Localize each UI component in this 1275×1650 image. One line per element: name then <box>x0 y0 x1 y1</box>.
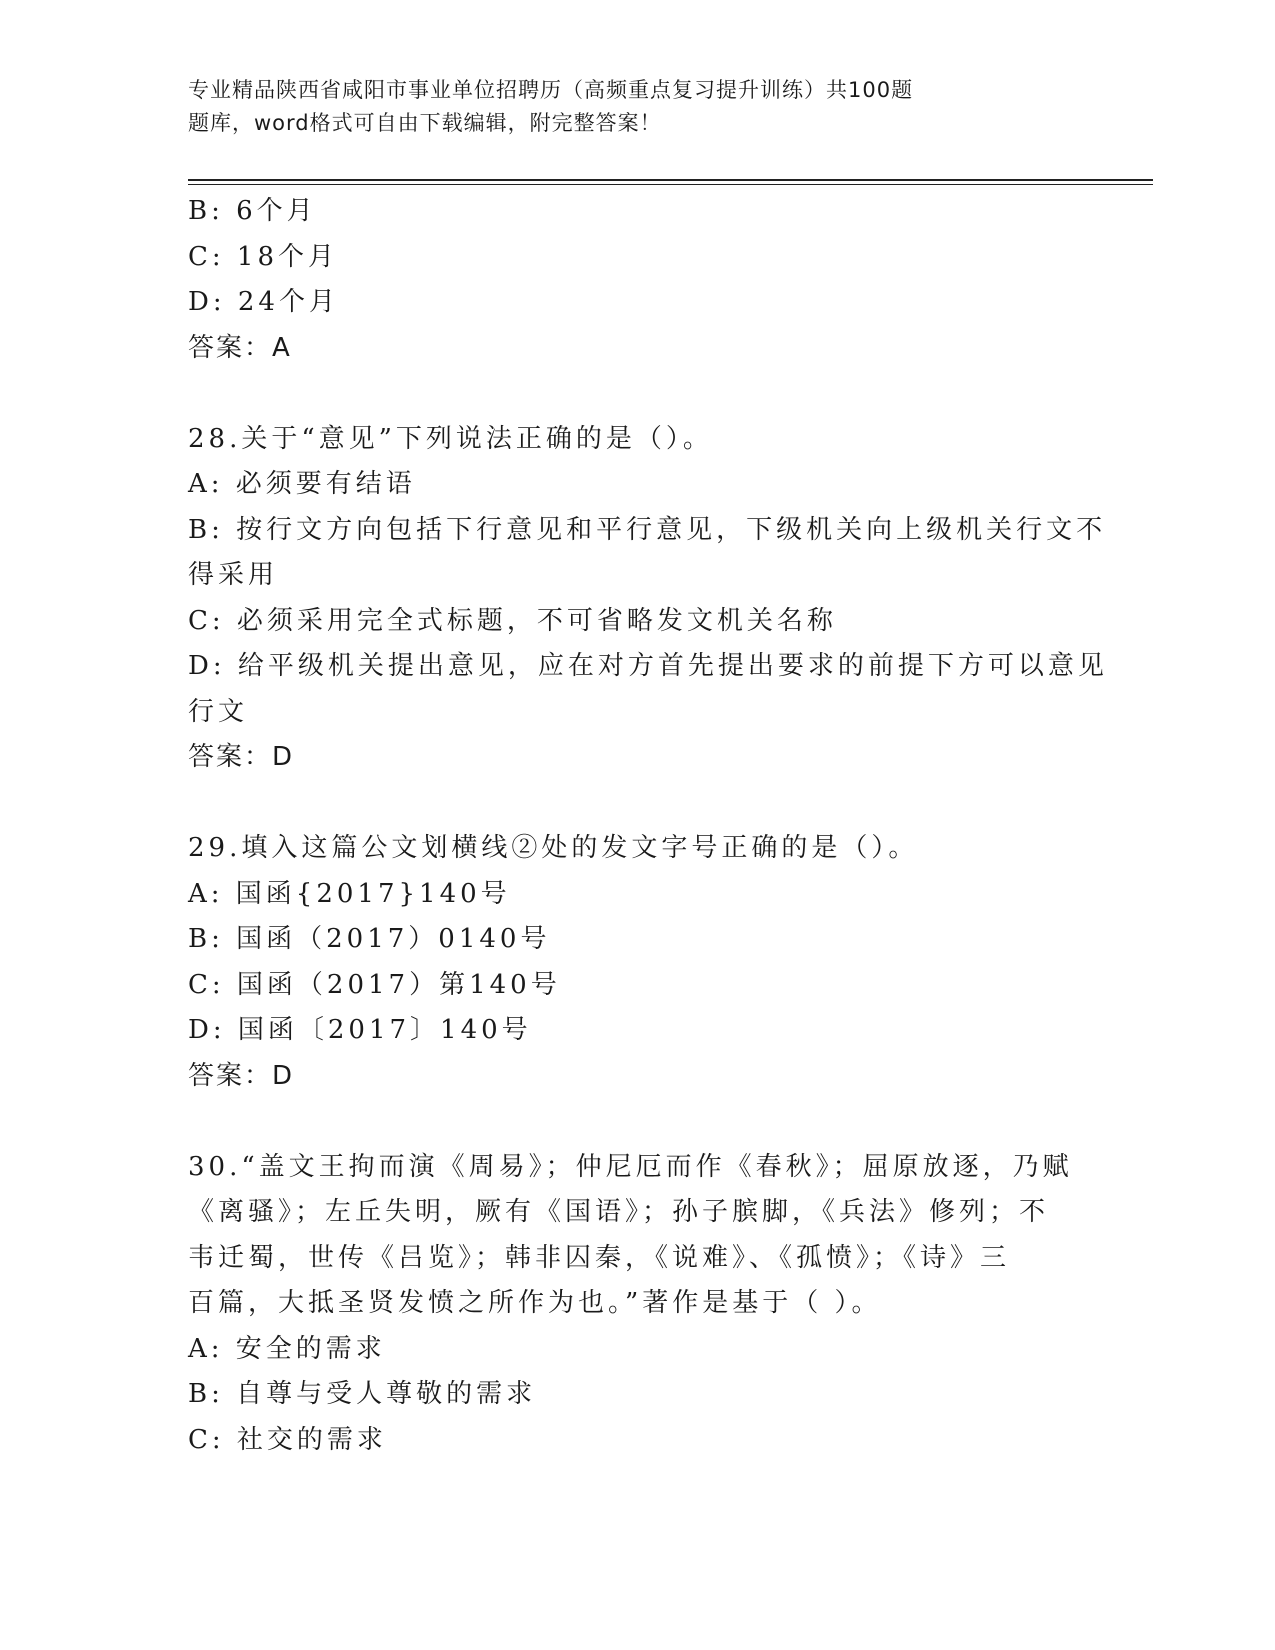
question-28-option-b-line-2: 得采用 <box>188 560 279 590</box>
question-27-option-b: B: 6个月 <box>188 196 317 226</box>
question-28-option-d-line-1: D: 给平级机关提出意见，应在对方首先提出要求的前提下方可以意见 <box>188 651 1108 681</box>
question-30-option-b: B: 自尊与受人尊敬的需求 <box>188 1379 537 1409</box>
question-30-stem-line-3: 韦迁蜀，世传《吕览》；韩非囚秦，《说难》、《孤愤》；《诗》三 <box>188 1242 1011 1273</box>
header-title-line-2: 题库，word格式可自由下载编辑，附完整答案！ <box>188 111 662 135</box>
question-29-option-d: D: 国函〔2017〕140号 <box>188 1015 532 1045</box>
document-body <box>188 189 1108 1463</box>
question-28-option-c: C: 必须采用完全式标题，不可省略发文机关名称 <box>188 605 837 636</box>
header-title-line-1: 专业精品陕西省咸阳市事业单位招聘历（高频重点复习提升训练）共100题 <box>188 78 914 102</box>
question-29-option-b: B: 国函（2017）0140号 <box>188 924 551 954</box>
question-27-option-d: D: 24个月 <box>188 287 339 317</box>
question-29-option-c: C: 国函（2017）第140号 <box>188 969 561 1000</box>
question-30-stem-line-2: 《离骚》；左丘失明，厥有《国语》；孙子膑脚，《兵法》修列；不 <box>188 1197 1050 1227</box>
question-30-option-c: C: 社交的需求 <box>188 1424 387 1455</box>
question-27-option-c: C: 18个月 <box>188 241 339 272</box>
question-27-answer: 答案：A <box>188 332 292 363</box>
spacer <box>188 371 1088 417</box>
question-28-option-b-line-1: B: 按行文方向包括下行意见和平行意见，下级机关向上级机关行文不 <box>188 514 1107 545</box>
header-divider-thin <box>188 184 1153 185</box>
question-28-option-a: A: 必须要有结语 <box>188 469 416 499</box>
question-28 <box>188 417 1108 781</box>
question-27-continued <box>188 189 1088 371</box>
question-28-stem: 28.关于“意见”下列说法正确的是（）。 <box>188 423 713 454</box>
question-30-stem-line-4: 百篇，大抵圣贤发愤之所作为也。”著作是基于（ ）。 <box>188 1288 882 1318</box>
document-header <box>188 74 1048 140</box>
question-28-option-d-line-2: 行文 <box>188 696 249 727</box>
question-30-option-a: A: 安全的需求 <box>188 1333 386 1364</box>
question-28-answer: 答案：D <box>188 742 295 772</box>
question-29-stem: 29.填入这篇公文划横线②处的发文字号正确的是（）。 <box>188 833 919 863</box>
question-29-option-a: A: 国函{2017}140号 <box>188 878 511 909</box>
spacer <box>188 1099 1088 1145</box>
header-divider-thick <box>188 179 1153 181</box>
spacer <box>188 781 1088 827</box>
question-30 <box>188 1145 1088 1464</box>
question-29 <box>188 826 1088 1099</box>
question-29-answer: 答案：D <box>188 1060 295 1091</box>
question-30-stem-line-1: 30.“盖文王拘而演《周易》；仲尼厄而作《春秋》；屈原放逐，乃赋 <box>188 1151 1073 1182</box>
